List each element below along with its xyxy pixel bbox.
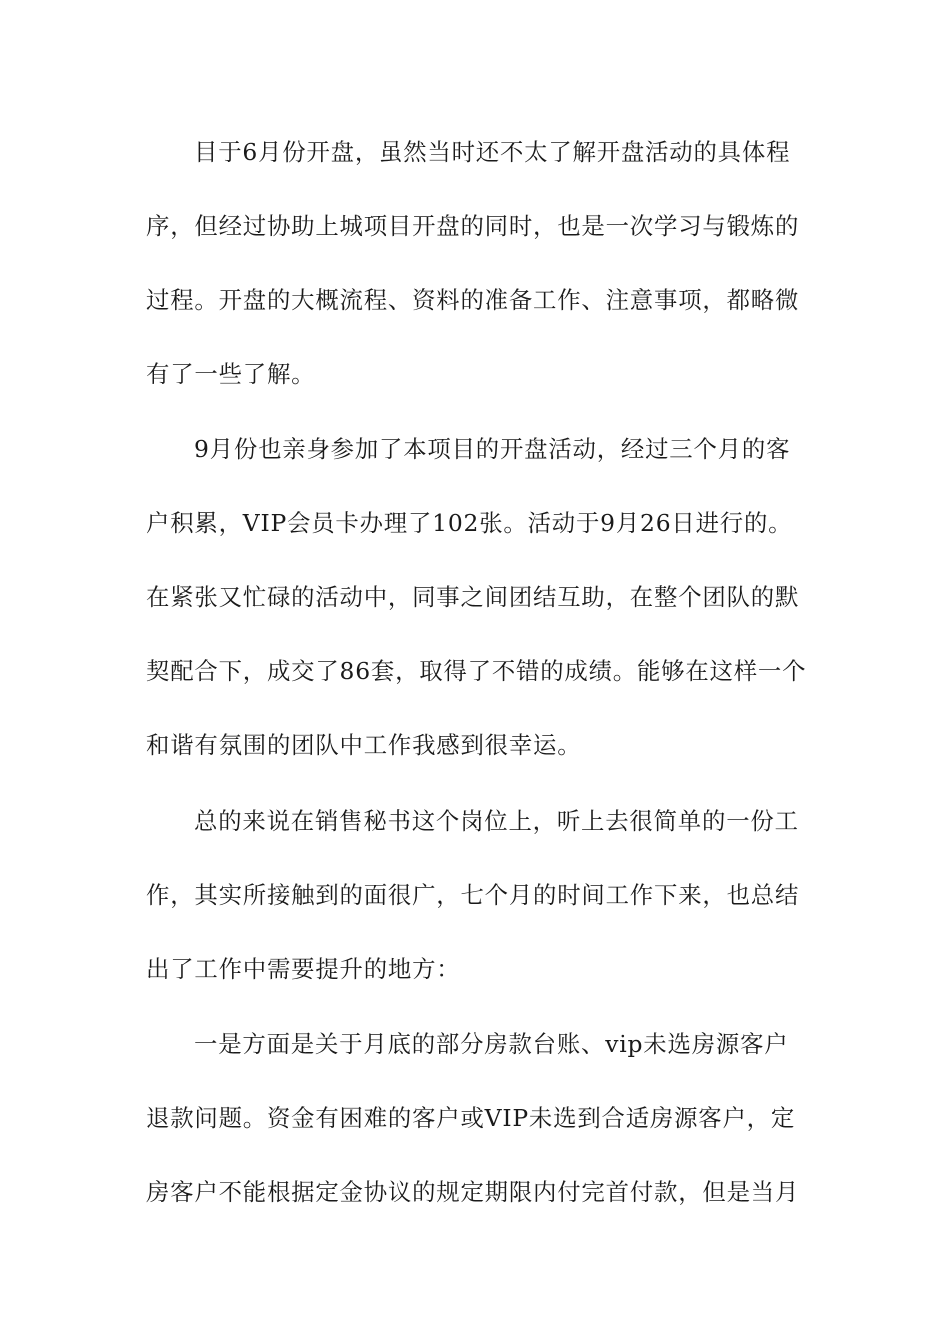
paragraph-1-line-2: 序，但经过协助上城项目开盘的同时，也是一次学习与锻炼的 (146, 212, 800, 240)
paragraph-2-line-2: 户积累，VIP会员卡办理了102张。活动于9月26日进行的。 (146, 509, 793, 537)
paragraph-3-line-1: 总的来说在销售秘书这个岗位上，听上去很简单的一份工 (194, 807, 799, 835)
paragraph-3-line-3: 出了工作中需要提升的地方： (146, 955, 461, 983)
paragraph-2-line-3: 在紧张又忙碌的活动中，同事之间团结互助，在整个团队的默 (146, 583, 800, 611)
paragraph-2-line-4: 契配合下，成交了86套，取得了不错的成绩。能够在这样一个 (146, 657, 807, 685)
paragraph-2-line-1: 9月份也亲身参加了本项目的开盘活动，经过三个月的客 (194, 435, 791, 463)
paragraph-1-line-4: 有了一些了解。 (146, 360, 316, 388)
paragraph-4-line-3: 房客户不能根据定金协议的规定期限内付完首付款，但是当月 (146, 1178, 800, 1206)
paragraph-4-line-2: 退款问题。资金有困难的客户或VIP未选到合适房源客户，定 (146, 1104, 796, 1132)
paragraph-3-line-2: 作，其实所接触到的面很广，七个月的时间工作下来，也总结 (146, 881, 800, 909)
paragraph-1-line-1: 目于6月份开盘，虽然当时还不太了解开盘活动的具体程 (194, 138, 791, 166)
paragraph-1-line-3: 过程。开盘的大概流程、资料的准备工作、注意事项，都略微 (146, 286, 800, 314)
paragraph-4-line-1: 一是方面是关于月底的部分房款台账、vip未选房源客户 (194, 1030, 789, 1058)
paragraph-2-line-5: 和谐有氛围的团队中工作我感到很幸运。 (146, 731, 582, 759)
